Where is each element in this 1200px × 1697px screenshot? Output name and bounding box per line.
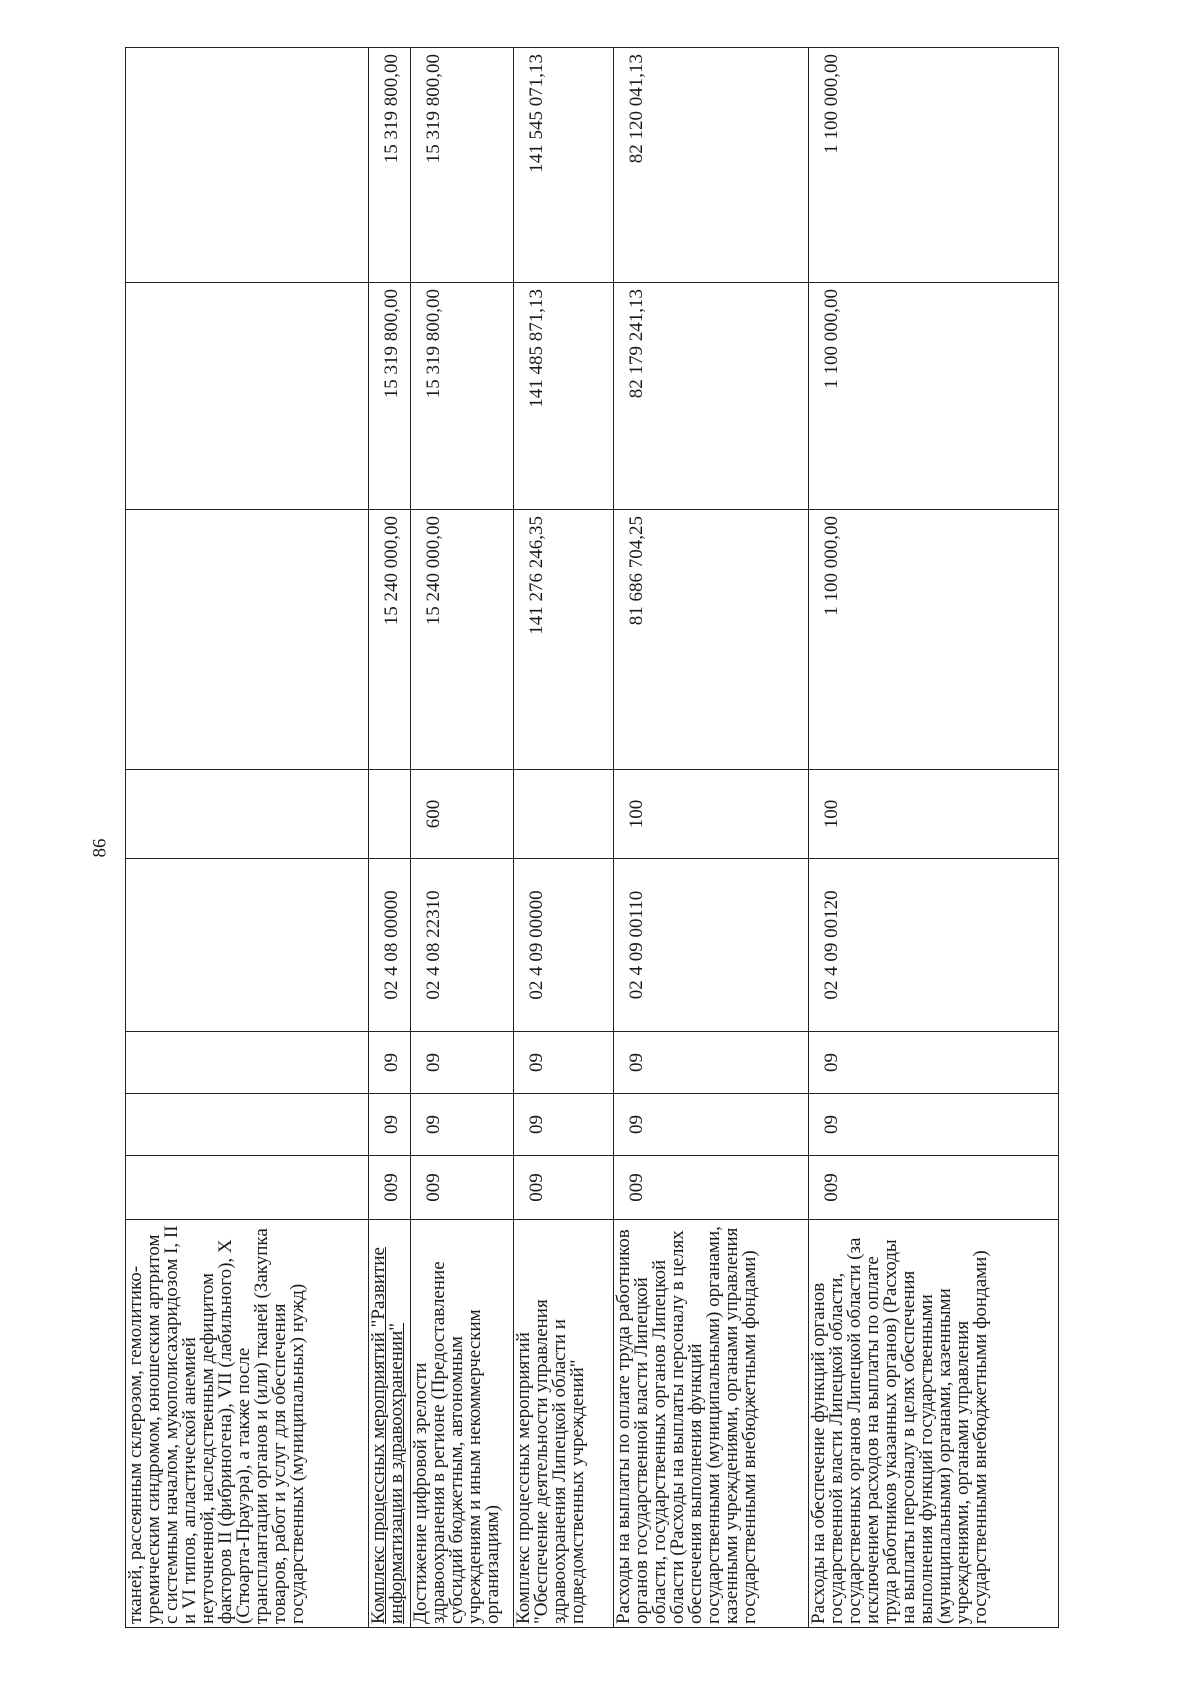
row-description: Расходы на выплаты по оплате труда работников органов государственной власти Липецкой области, государственных органов Липецкой области (Расходы на выплаты персоналу в целях обеспечения выполнения функций государственными (муниципальными) органами, казенными учреждениями, органами управления государственными внебюджетными фондами) bbox=[614, 1220, 809, 1628]
budget-table bbox=[125, 47, 1059, 1628]
row-description: Достижение цифровой зрелости здравоохранения в регионе (Предоставление субсидий бюджетным, автономным учреждениям и иным некоммерческим организациям) bbox=[411, 1220, 514, 1628]
amount-year-3: 141 545 071,13 bbox=[514, 48, 614, 283]
target-article-code: 02 4 09 00120 bbox=[809, 859, 1059, 1032]
amount-year-2: 15 319 800,00 bbox=[369, 283, 411, 510]
section-code: 09 bbox=[614, 1094, 809, 1156]
subsection-code bbox=[126, 1032, 369, 1094]
amount-year-1: 15 240 000,00 bbox=[411, 510, 514, 770]
ministry-code: 009 bbox=[614, 1156, 809, 1220]
target-article-code: 02 4 08 00000 bbox=[369, 859, 411, 1032]
ministry-code: 009 bbox=[809, 1156, 1059, 1220]
subsection-code: 09 bbox=[514, 1032, 614, 1094]
expense-type-code bbox=[514, 770, 614, 859]
expense-type-code bbox=[369, 770, 411, 859]
table-row bbox=[809, 48, 1059, 1628]
section-code bbox=[126, 1094, 369, 1156]
subsection-code: 09 bbox=[614, 1032, 809, 1094]
amount-year-1: 1 100 000,00 bbox=[809, 510, 1059, 770]
expense-type-code bbox=[126, 770, 369, 859]
row-description: Расходы на обеспечение функций органов государственной власти Липецкой области, государственных органов Липецкой области (за исключением расходов на выплаты по оплате труда работников указанных органов) (Расходы на выплаты персоналу в целях обеспечения выполнения функций государственными (муниципальными) органами, казенными учреждениями, органами управления государственными внебюджетными фондами) bbox=[809, 1220, 1059, 1628]
table-row bbox=[126, 48, 369, 1628]
amount-year-3: 1 100 000,00 bbox=[809, 48, 1059, 283]
amount-year-2 bbox=[126, 283, 369, 510]
target-article-code: 02 4 09 00000 bbox=[514, 859, 614, 1032]
target-article-code: 02 4 09 00110 bbox=[614, 859, 809, 1032]
subsection-code: 09 bbox=[809, 1032, 1059, 1094]
row-description: тканей, рассеянным склерозом, гемолитико-уремическим синдромом, юношеским артритом с системным началом, мукополисахаридозом I, II и VI типов, апластической анемией неуточненной, наследственным дефицитом факторов II (фибриногена), VII (лабильного), X (Стюарта-Прауэра), а также после трансплантации органов и (или) тканей (Закупка товаров, работ и услуг для обеспечения государственных (муниципальных) нужд) bbox=[126, 1220, 369, 1628]
section-code: 09 bbox=[369, 1094, 411, 1156]
table-row bbox=[514, 48, 614, 1628]
amount-year-1: 15 240 000,00 bbox=[369, 510, 411, 770]
section-code: 09 bbox=[411, 1094, 514, 1156]
row-description: Комплекс процессных мероприятий "Обеспечение деятельности управления здравоохранения Липецкой области и подведомственных учреждений" bbox=[514, 1220, 614, 1628]
ministry-code: 009 bbox=[411, 1156, 514, 1220]
page-number: 86 bbox=[89, 838, 111, 858]
subsection-code: 09 bbox=[411, 1032, 514, 1094]
amount-year-1 bbox=[126, 510, 369, 770]
table-row bbox=[411, 48, 514, 1628]
table-row bbox=[614, 48, 809, 1628]
target-article-code: 02 4 08 22310 bbox=[411, 859, 514, 1032]
subsection-code: 09 bbox=[369, 1032, 411, 1094]
amount-year-3: 15 319 800,00 bbox=[411, 48, 514, 283]
ministry-code: 009 bbox=[514, 1156, 614, 1220]
amount-year-3: 15 319 800,00 bbox=[369, 48, 411, 283]
expense-type-code: 100 bbox=[809, 770, 1059, 859]
section-code: 09 bbox=[809, 1094, 1059, 1156]
expense-type-code: 100 bbox=[614, 770, 809, 859]
amount-year-2: 15 319 800,00 bbox=[411, 283, 514, 510]
amount-year-2: 1 100 000,00 bbox=[809, 283, 1059, 510]
ministry-code: 009 bbox=[369, 1156, 411, 1220]
expense-type-code: 600 bbox=[411, 770, 514, 859]
amount-year-3 bbox=[126, 48, 369, 283]
section-code: 09 bbox=[514, 1094, 614, 1156]
rotated-budget-table-container bbox=[125, 48, 1058, 1628]
amount-year-2: 82 179 241,13 bbox=[614, 283, 809, 510]
table-row bbox=[369, 48, 411, 1628]
amount-year-1: 141 276 246,35 bbox=[514, 510, 614, 770]
ministry-code bbox=[126, 1156, 369, 1220]
amount-year-2: 141 485 871,13 bbox=[514, 283, 614, 510]
row-description: Комплекс процессных мероприятий "Развитие информатизации в здравоохранении" bbox=[369, 1220, 411, 1628]
amount-year-1: 81 686 704,25 bbox=[614, 510, 809, 770]
target-article-code bbox=[126, 859, 369, 1032]
amount-year-3: 82 120 041,13 bbox=[614, 48, 809, 283]
